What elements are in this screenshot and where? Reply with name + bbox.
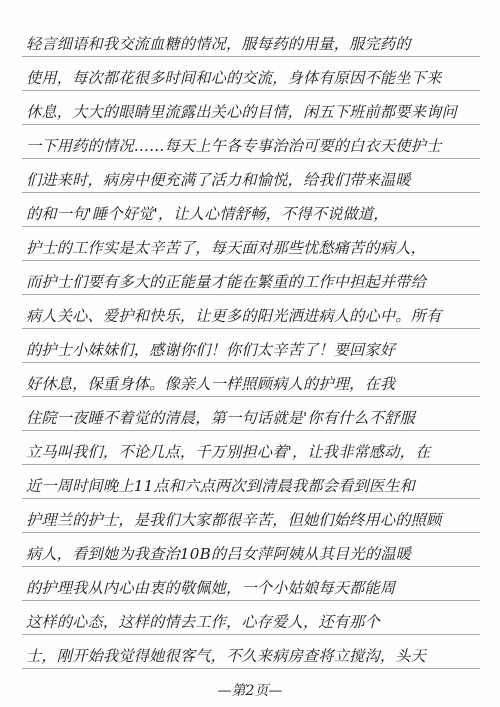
- text-line: 一下用药的情况……每天上午各专事治治可要的白衣天使护士: [26, 137, 442, 155]
- text-line: 的护士小妹妹们，感谢你们！你们太辛苦了！要回家好: [26, 341, 396, 359]
- ruled-line: [22, 90, 480, 91]
- ruled-line: [22, 56, 480, 57]
- ruled-line: [22, 464, 480, 465]
- ruled-line: [22, 328, 480, 329]
- text-line: 好休息，保重身体。像亲人一样照顾病人的护理，在我: [26, 375, 396, 393]
- text-line: 护士的工作实是太辛苦了，每天面对那些忧愁痛苦的病人，: [26, 239, 427, 257]
- ruled-line: [22, 430, 480, 431]
- page-number: —第2页—: [217, 683, 283, 699]
- text-line: 病人关心、爱护和快乐，让更多的阳光洒进病人的心中。所有: [26, 307, 442, 325]
- text-line: 的护理我从内心由衷的敬佩她，一个小姑娘每天都能周: [26, 579, 396, 597]
- text-line: 休息，大大的眼睛里流露出关心的目情，闲五下班前都要来询问: [26, 103, 457, 121]
- text-line: 们进来时，病房中便充满了活力和愉悦，给我们带来温暖: [26, 171, 411, 189]
- ruled-line: [22, 158, 480, 159]
- text-line: 轻言细语和我交流血糖的情况，服每药的用量，服完药的: [26, 35, 411, 53]
- text-line: 护理兰的护士，是我们大家都很辛苦，但她们始终用心的照顾: [26, 511, 442, 529]
- text-line: 病人，看到她为我查治10B的吕女萍阿姨从其目光的温暖: [26, 545, 411, 563]
- ruled-line: [22, 226, 480, 227]
- ruled-line: [22, 566, 480, 567]
- text-line: 住院一夜睡不着觉的清晨，第一句话就是'你有什么不舒服: [26, 409, 416, 427]
- ruled-line: [22, 396, 480, 397]
- ruled-line: [22, 634, 480, 635]
- ruled-line: [22, 260, 480, 261]
- ruled-line: [22, 124, 480, 125]
- ruled-line: [22, 668, 480, 669]
- ruled-line: [22, 498, 480, 499]
- text-line: 使用，每次都花很多时间和心的交流，身体有原因不能坐下来: [26, 69, 442, 87]
- ruled-line: [22, 600, 480, 601]
- text-line: 士，刚开始我觉得她很客气，不久来病房查将立搅沟，头天: [26, 647, 427, 665]
- ruled-line: [22, 294, 480, 295]
- ruled-line: [22, 532, 480, 533]
- text-line: 这样的心态，这样的情去工作，心存爱人，还有那个: [26, 613, 380, 631]
- text-line: 近一周时间晚上11点和六点两次到清晨我都会看到医生和: [26, 477, 416, 495]
- ruled-line: [22, 362, 480, 363]
- text-line: 而护士们要有多大的正能量才能在繁重的工作中担起并带给: [26, 273, 427, 291]
- text-line: 的和一句'睡个好觉'，让人心情舒畅，不得不说做道，: [26, 205, 389, 223]
- ruled-line: [22, 192, 480, 193]
- text-line: 立马叫我们，不论几点，千万别担心着'，让我非常感动，在: [26, 443, 431, 461]
